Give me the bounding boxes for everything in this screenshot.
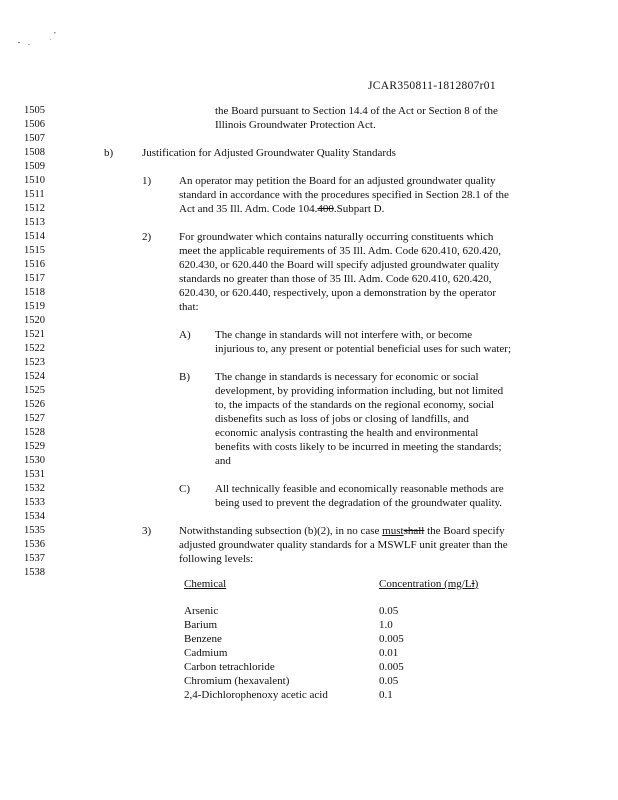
table-cell-chemical: Arsenic (184, 605, 219, 617)
line-number: 1518 (24, 287, 45, 298)
item-2-line: For groundwater which contains naturally occurring constituents which (179, 231, 494, 243)
table-cell-value: 0.05 (379, 675, 399, 687)
line-number: 1522 (24, 343, 45, 354)
sub-b-line: development, by providing information including, but not limited (215, 385, 504, 397)
line-number: 1513 (24, 217, 45, 228)
line-number: 1529 (24, 441, 45, 452)
document-id: JCAR350811-1812807r01 (368, 80, 496, 92)
line-number: 1524 (24, 371, 45, 382)
item-3-line-first (179, 524, 505, 538)
table-cell-chemical: Barium (184, 619, 217, 631)
text-run: Act and 35 Ill. Adm. Code 104. (179, 203, 318, 215)
table-cell-value: 1.0 (379, 619, 393, 631)
item-1-line-last (179, 202, 384, 216)
item-1-line: An operator may petition the Board for an adjusted groundwater quality (179, 175, 496, 187)
intro-line: Illinois Groundwater Protection Act. (215, 119, 376, 131)
line-number: 1532 (24, 483, 45, 494)
inserted-text: must (382, 525, 404, 537)
line-number: 1516 (24, 259, 45, 270)
line-number: 1505 (24, 105, 45, 116)
table-cell-value: 0.1 (379, 689, 393, 701)
item-2-line: standards no greater than those of 35 Ill. Adm. Code 620.410, 620.420, (179, 273, 492, 285)
item-1-label: 1) (142, 175, 152, 187)
line-number: 1517 (24, 273, 45, 284)
sub-c-label: C) (179, 483, 190, 495)
sub-b-line: and (215, 455, 231, 467)
deleted-text: 400 (317, 203, 334, 215)
line-number: 1536 (24, 539, 45, 550)
item-2-line: 620.430, or 620.440, respectively, upon a demonstration by the operator (179, 287, 496, 299)
table-cell-chemical: Carbon tetrachloride (184, 661, 275, 673)
line-number: 1534 (24, 511, 45, 522)
line-number: 1509 (24, 161, 45, 172)
text-run: .Subpart D. (333, 203, 385, 215)
sub-b-line: economic analysis contrasting the health and environmental (215, 427, 479, 439)
item-2-line: meet the applicable requirements of 35 Ill. Adm. Code 620.410, 620.420, (179, 245, 501, 257)
line-number: 1535 (24, 525, 45, 536)
section-b-heading: Justification for Adjusted Groundwater Quality Standards (142, 147, 396, 159)
line-number: 1525 (24, 385, 45, 396)
sub-a-line: The change in standards will not interfere with, or become (215, 329, 473, 341)
deleted-text: shall (403, 525, 425, 537)
line-number: 1523 (24, 357, 45, 368)
inserted-text: L (464, 578, 472, 590)
sub-a-line: injurious to, any present or potential beneficial uses for such water; (215, 343, 511, 355)
sub-b-line: benefits with costs likely to be incurred in meeting the standards; (215, 441, 502, 453)
line-number: 1515 (24, 245, 45, 256)
line-number: 1511 (24, 189, 45, 200)
text-run: ) (474, 578, 479, 590)
line-number: 1527 (24, 413, 45, 424)
line-number: 1533 (24, 497, 45, 508)
line-number: 1521 (24, 329, 45, 340)
text-run: the Board specify (424, 525, 505, 537)
text-run: Notwithstanding subsection (b)(2), in no case (179, 525, 383, 537)
line-number: 1526 (24, 399, 45, 410)
column-header-chemical: Chemical (184, 578, 227, 590)
text-run: Concentration (mg/ (379, 578, 465, 590)
item-2-label: 2) (142, 231, 152, 243)
item-3-line: adjusted groundwater quality standards for a MSWLF unit greater than the (179, 539, 508, 551)
item-1-line: standard in accordance with the procedures specified in Section 28.1 of the (179, 189, 509, 201)
table-cell-chemical: Benzene (184, 633, 222, 645)
sub-a-label: A) (179, 329, 191, 341)
deleted-text: l (471, 578, 475, 590)
table-cell-value: 0.005 (379, 633, 404, 645)
sub-c-line: being used to prevent the degradation of the groundwater quality. (215, 497, 503, 509)
table-cell-value: 0.01 (379, 647, 399, 659)
line-number: 1519 (24, 301, 45, 312)
line-number: 1528 (24, 427, 45, 438)
table-cell-value: 0.005 (379, 661, 404, 673)
line-number: 1507 (24, 133, 45, 144)
line-number: 1506 (24, 119, 45, 130)
scan-specks (14, 30, 64, 50)
section-b-label: b) (104, 147, 114, 159)
item-2-line: 620.430, or 620.440 the Board will specify adjusted groundwater quality (179, 259, 500, 271)
item-3-line: following levels: (179, 553, 254, 565)
line-number: 1510 (24, 175, 45, 186)
sub-b-line: to, the impacts of the standards on the regional economy, social (215, 399, 495, 411)
sub-b-line: disbenefits such as loss of jobs or closing of landfills, and (215, 413, 469, 425)
line-number: 1530 (24, 455, 45, 466)
line-number: 1538 (24, 567, 45, 578)
item-3-label: 3) (142, 525, 152, 537)
sub-b-line: The change in standards is necessary for economic or social (215, 371, 479, 383)
line-number: 1512 (24, 203, 45, 214)
table-cell-chemical: 2,4-Dichlorophenoxy acetic acid (184, 689, 328, 701)
item-2-line: that: (179, 301, 199, 313)
line-number: 1520 (24, 315, 45, 326)
sub-c-line: All technically feasible and economically reasonable methods are (215, 483, 504, 495)
column-header-concentration (379, 577, 478, 591)
table-cell-value: 0.05 (379, 605, 399, 617)
line-number: 1514 (24, 231, 45, 242)
line-number: 1537 (24, 553, 45, 564)
table-cell-chemical: Chromium (hexavalent) (184, 675, 290, 687)
table-cell-chemical: Cadmium (184, 647, 228, 659)
line-number: 1508 (24, 147, 45, 158)
sub-b-label: B) (179, 371, 190, 383)
intro-line: the Board pursuant to Section 14.4 of the Act or Section 8 of the (215, 105, 498, 117)
line-number: 1531 (24, 469, 45, 480)
